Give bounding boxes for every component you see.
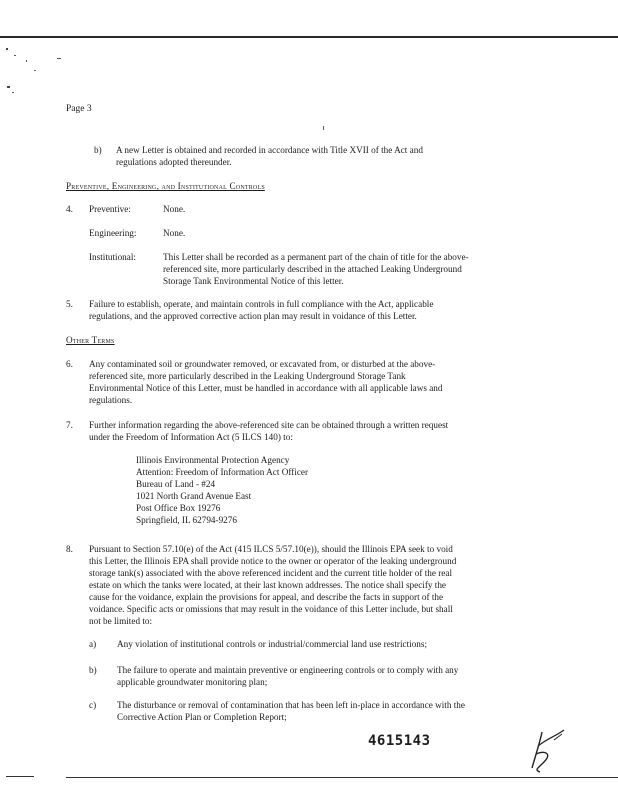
item-marker: b) [94,145,102,155]
text-line: applicable groundwater monitoring plan; [117,677,268,687]
item-7-text [89,419,519,443]
scan-mark [323,126,324,130]
address-line: Bureau of Land - #24 [136,479,216,489]
text-line: referenced site, more particularly described in the Leaking Underground Storage Tank [89,371,406,381]
text-line: estate on which the tanks were located, at their last known addresses. The notice shall specify the [89,580,447,590]
page-number: Page 3 [66,104,92,114]
item-text [116,144,496,168]
engineering-value: None. [163,228,186,238]
text-line: Storage Tank Environmental Notice of this letter. [163,276,344,286]
text-line: Environmental Notice of this Letter, must be handled in accordance with all applicable laws and [89,383,443,393]
text-line: regulations. [89,395,133,405]
institutional-text [163,251,523,287]
text-line: Failure to establish, operate, and maintain controls in full compliance with the Act, applicable [89,299,434,309]
document-number-stamp: 4615143 [368,733,431,749]
item-8-text [89,543,519,627]
text-line: Corrective Action Plan or Completion Report; [117,712,287,722]
engineering-label: Engineering: [89,228,137,238]
initials-signature [526,724,570,776]
sub-item-c-text [117,699,522,723]
footer-rule-left [6,776,34,777]
text-line: The failure to operate and maintain preventive or engineering controls or to comply with any [117,665,459,675]
text-line: The disturbance or removal of contamination that has been left in-place in accordance with the [117,700,465,710]
item-number: 5. [66,299,73,309]
sub-item-b-text [117,664,522,688]
text-line: not be limited to: [89,616,153,626]
item-number: 7. [66,420,73,430]
item-number: 6. [66,359,73,369]
sub-item-marker: a) [89,639,97,649]
text-line: Any violation of institutional controls or industrial/commercial land use restrictions; [117,639,428,649]
text-line: this Letter, the Illinois EPA shall provide notice to the owner or operator of the leaking underground [89,556,457,566]
item-6-text [89,358,519,406]
section-heading-controls: Preventive, Engineering, and Institutional Controls [66,181,265,191]
text-line: Any contaminated soil or groundwater removed, or excavated from, or disturbed at the above- [89,359,436,369]
text-line: Further information regarding the above-referenced site can be obtained through a written request [89,420,449,430]
text-line: A new Letter is obtained and recorded in accordance with Title XVII of the Act and [116,145,423,155]
sub-item-marker: b) [89,665,97,675]
text-line: voidance. Specific acts or omissions that may result in the voidance of this Letter include, but shall [89,604,453,614]
sub-item-a-text [117,638,522,650]
address-line: Illinois Environmental Protection Agency [136,455,290,465]
address-line: 1021 North Grand Avenue East [136,491,252,501]
foia-address-block [136,454,308,526]
preventive-label: Preventive: [89,204,131,214]
address-line: Post Office Box 19276 [136,503,221,513]
item-number: 8. [66,544,73,554]
text-line: regulations adopted thereunder. [116,157,232,167]
scan-specks [4,46,74,96]
sub-item-marker: c) [89,700,97,710]
text-line: This Letter shall be recorded as a permanent part of the chain of title for the above- [163,252,469,262]
address-line: Springfield, IL 62794-9276 [136,515,237,525]
footer-rule [66,777,618,778]
text-line: cause for the voidance, explain the provisions for appeal, and describe the facts in support of the [89,592,444,602]
text-line: referenced site, more particularly described in the attached Leaking Underground [163,264,462,274]
text-line: storage tank(s) associated with the above referenced incident and the current title holder of the real [89,568,453,578]
institutional-label: Institutional: [89,252,136,262]
preventive-value: None. [163,204,186,214]
text-line: under the Freedom of Information Act (5 ILCS 140) to: [89,432,293,442]
item-5-text [89,298,519,322]
address-line: Attention: Freedom of Information Act Officer [136,467,309,477]
text-line: regulations, and the approved corrective action plan may result in voidance of this Letter. [89,311,417,321]
text-line: Pursuant to Section 57.10(e) of the Act (415 ILCS 5/57.10(e)), should the Illinois EPA seek to void [89,544,453,554]
item-number: 4. [66,204,73,214]
top-border-line [0,36,618,38]
section-heading-other-terms: Other Terms [66,335,115,345]
